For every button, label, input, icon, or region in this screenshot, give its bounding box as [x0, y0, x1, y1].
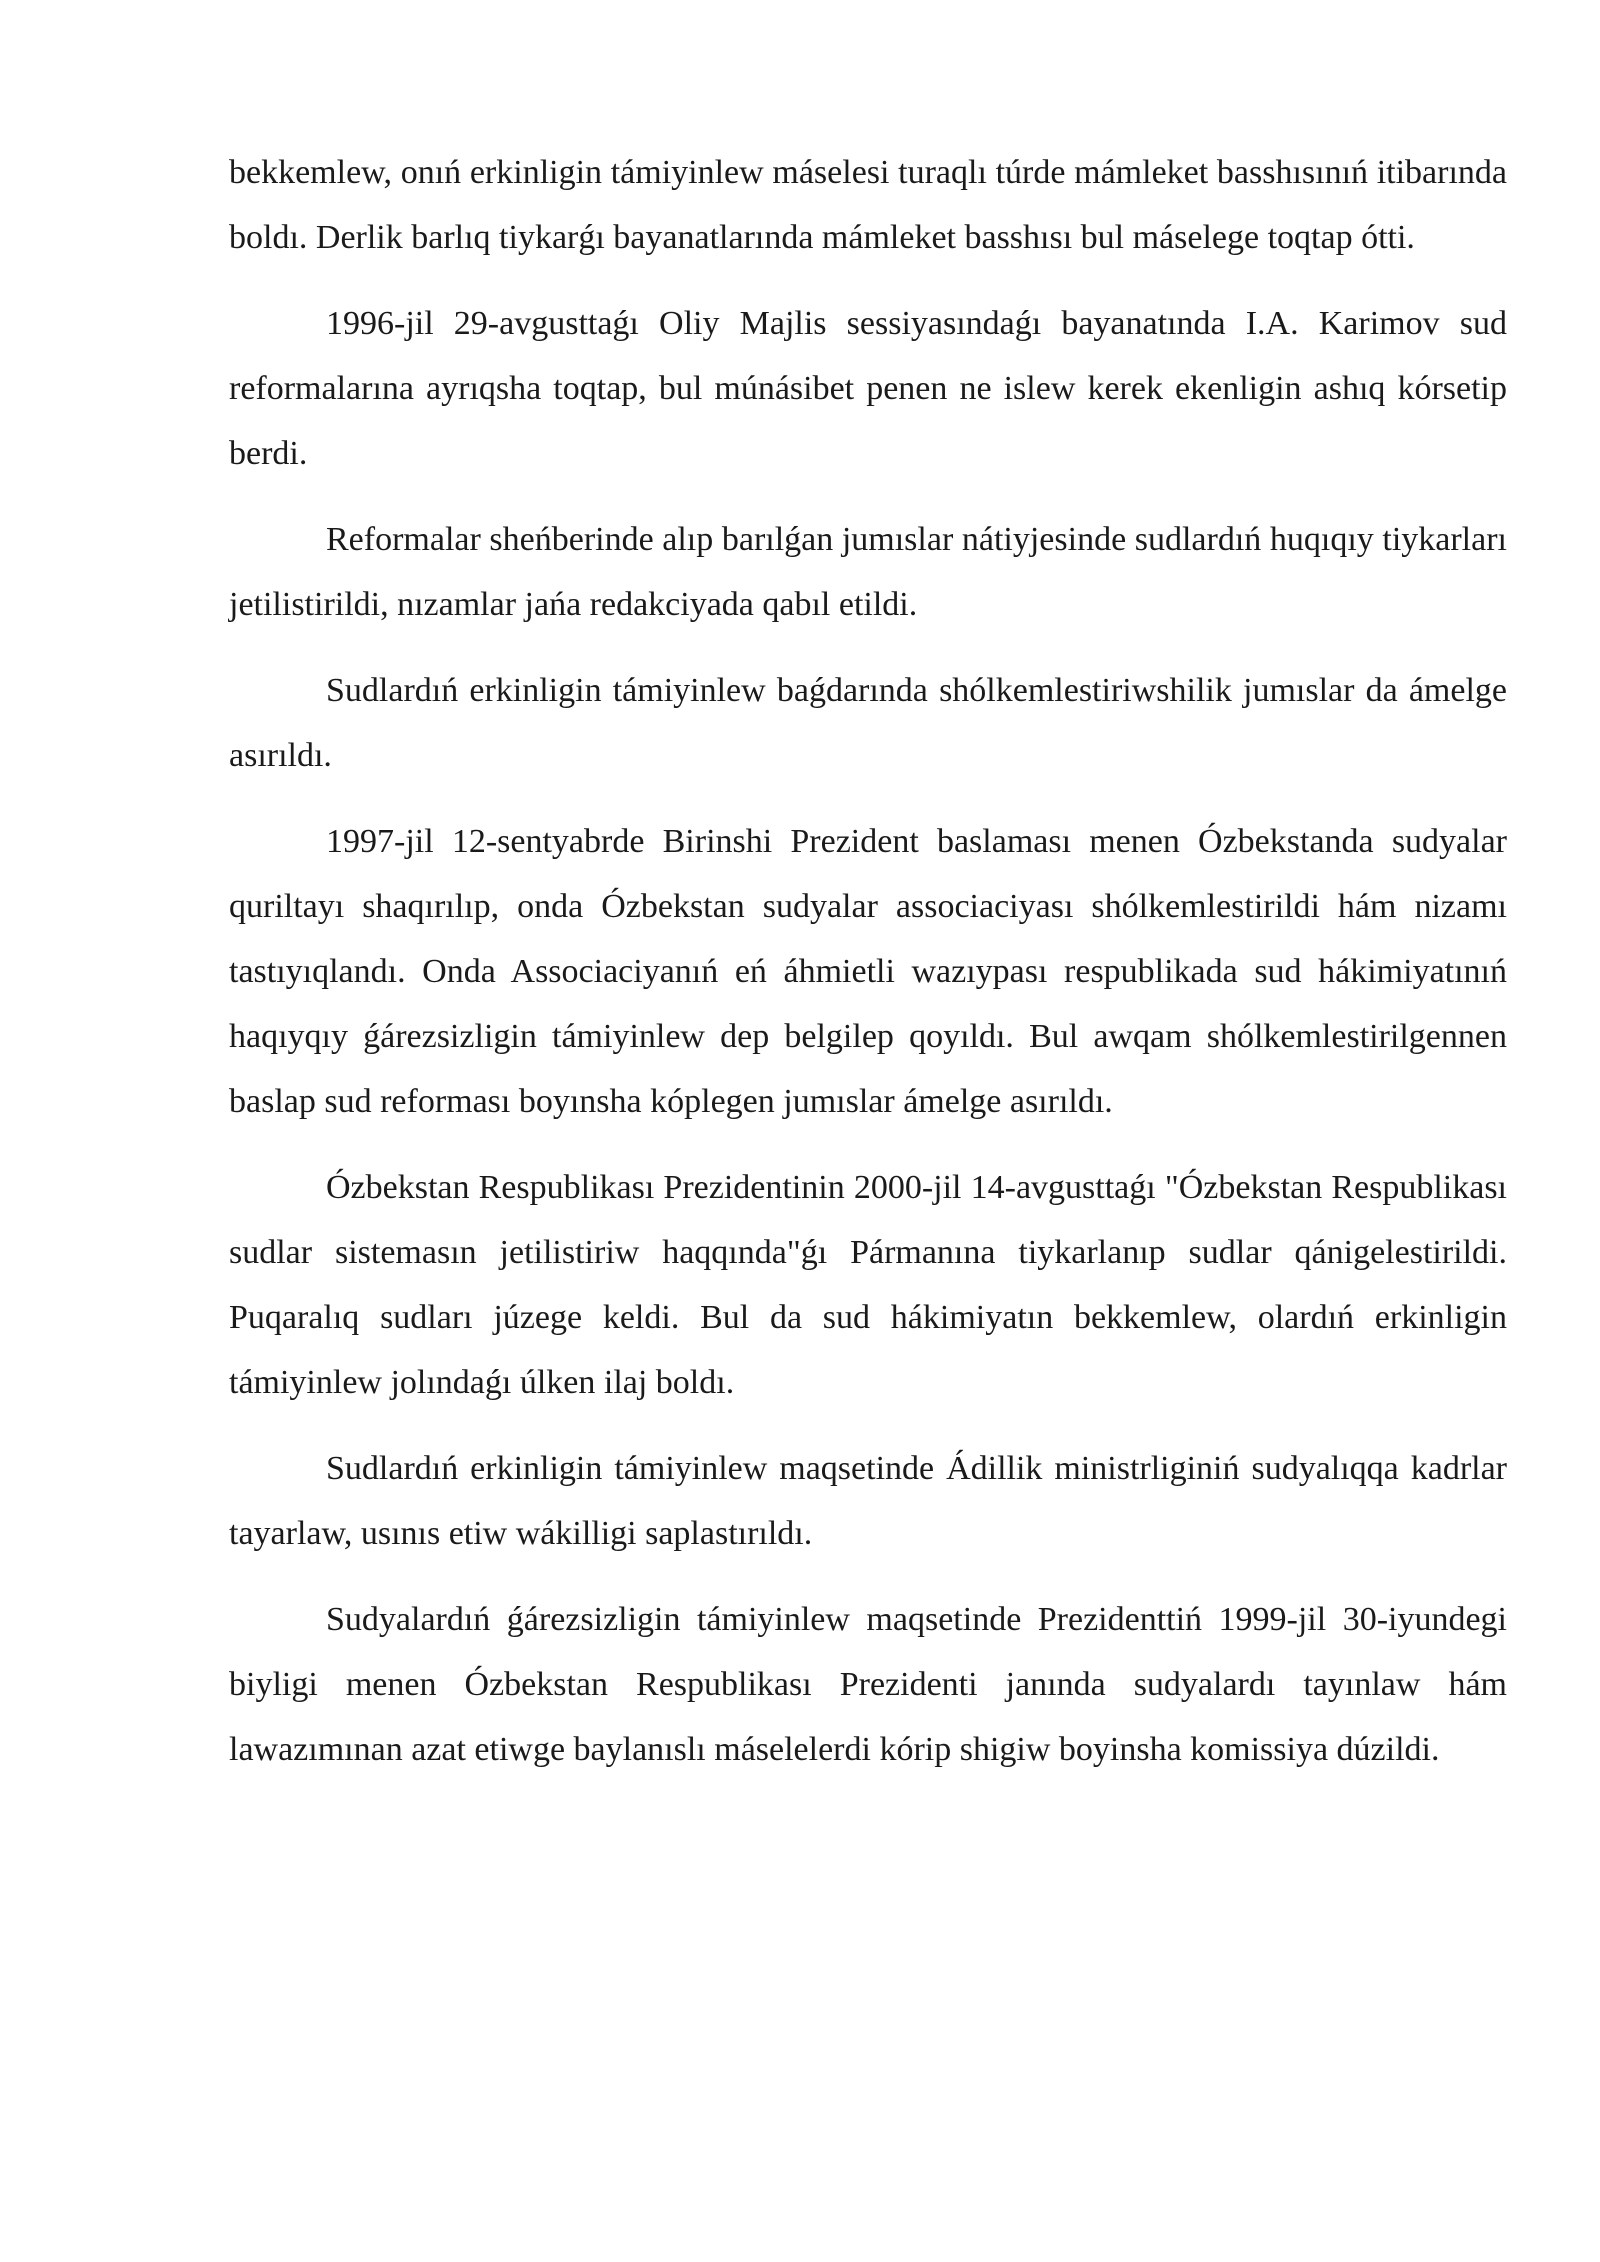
- paragraph-organizational-work: Sudlardıń erkinligin támiyinlew baǵdarında shólkemlestiriwshilik jumıslar da ámelge asırıldı.: [229, 672, 1507, 774]
- paragraph-courts-specialization: Ózbekstan Respublikası Prezidentinin 2000-jil 14-avgusttaǵı "Ózbekstan Respublikası sudlar sistemasın jetilistiriw haqqında"ǵı Pármanına tiykarlanıp sudlar qánigelestirildi. Puqaralıq sudları júzege keldi. Bul da sud hákimiyatın bekkemlew, olardıń erkinligin támiyinlew jolındaǵı úlken ilaj boldı.: [229, 1169, 1507, 1401]
- paragraph-justice-ministry: Sudlardıń erkinligin támiyinlew maqsetinde Ádillik ministrliginiń sudyalıqqa kadrlar tayarlaw, usınıs etiw wákilligi saplastırıldı.: [229, 1450, 1507, 1552]
- paragraph-oliy-majlis-session: 1996-jil 29-avgusttaǵı Oliy Majlis sessiyasındaǵı bayanatında I.A. Karimov sud reformalarına ayrıqsha toqtap, bul múnásibet penen ne islew kerek ekenligin ashıq kórsetip berdi.: [229, 305, 1507, 472]
- paragraph-judges-association: 1997-jil 12-sentyabrde Birinshi Prezident baslaması menen Ózbekstanda sudyalar quriltayı shaqırılıp, onda Ózbekstan sudyalar associaciyası shólkemlestirildi hám nizamı tastıyıqlandı. Onda Associaciyanıń eń áhmietli wazıypası respublikada sud hákimiyatınıń haqıyqıy ǵárezsizligin támiyinlew dep belgilep qoyıldı. Bul awqam shólkemlestirilgennen baslap sud reforması boyınsha kóplegen jumıslar ámelge asırıldı.: [229, 823, 1507, 1120]
- paragraph-continuation: bekkemlew, onıń erkinligin támiyinlew máselesi turaqlı túrde mámleket basshısınıń itibarında boldı. Derlik barlıq tiykarǵı bayanatlarında mámleket basshısı bul máselege toqtap ótti.: [229, 154, 1507, 256]
- document-body: [229, 140, 1507, 1803]
- paragraph-reforms-results: Reformalar sheńberinde alıp barılǵan jumıslar nátiyjesinde sudlardıń huqıqıy tiykarları jetilistirildi, nızamlar jańa redakciyada qabıl etildi.: [229, 521, 1507, 623]
- paragraph-judges-commission: Sudyalardıń ǵárezsizligin támiyinlew maqsetinde Prezidenttiń 1999-jil 30-iyundegi biyligi menen Ózbekstan Respublikası Prezidenti janında sudyalardı tayınlaw hám lawazımınan azat etiwge baylanıslı máselelerdi kórip shigiw boyinsha komissiya dúzildi.: [229, 1601, 1507, 1768]
